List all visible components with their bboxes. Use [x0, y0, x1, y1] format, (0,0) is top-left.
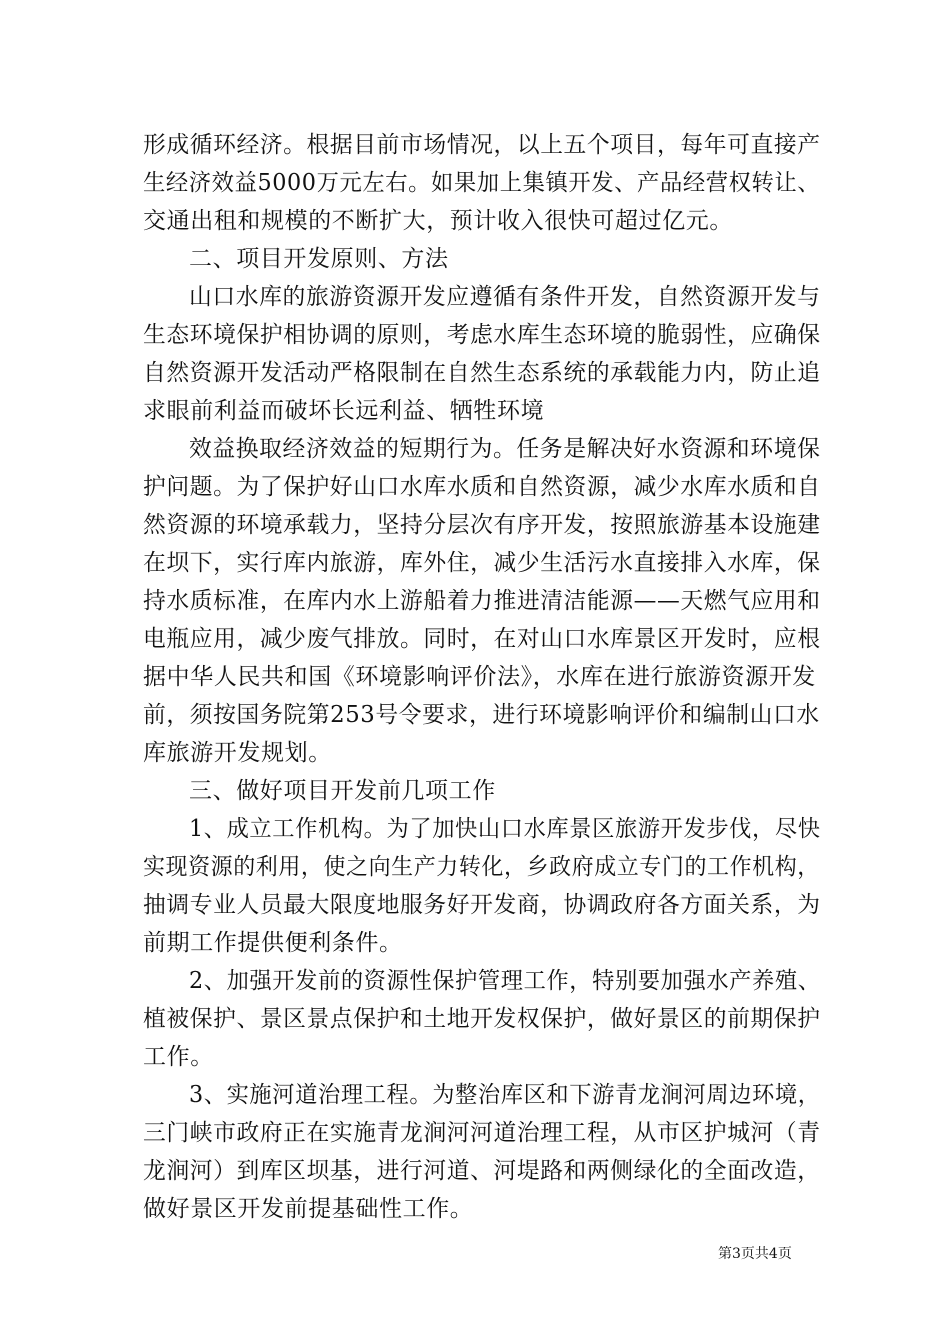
text-line: 实现资源的利用，使之向生产力转化，乡政府成立专门的工作机构，: [143, 854, 820, 880]
text-line: 库旅游开发规划。: [143, 740, 332, 766]
text-line: 植被保护、景区景点保护和土地开发权保护，做好景区的前期保护: [143, 1006, 821, 1032]
text-line: 做好景区开发前提基础性工作。: [143, 1196, 474, 1222]
text-line: 交通出租和规模的不断扩大，预计收入很快可超过亿元。: [143, 208, 733, 234]
text-line: 抽调专业人员最大限度地服务好开发商，协调政府各方面关系，为: [143, 892, 821, 918]
text-line: 据中华人民共和国《环境影响评价法》，水库在进行旅游资源开发: [143, 664, 816, 690]
text-line: 山口水库的旅游资源开发应遵循有条件开发，自然资源开发与: [189, 284, 821, 310]
text-line: 持水质标准，在库内水上游船着力推进清洁能源——天燃气应用和: [143, 588, 821, 614]
text-line: 1、成立工作机构。为了加快山口水库景区旅游开发步伐，尽快: [189, 816, 821, 842]
text-line: 效益换取经济效益的短期行为。任务是解决好水资源和环境保: [189, 436, 821, 462]
text-line: 3、实施河道治理工程。为整治库区和下游青龙涧河周边环境，: [189, 1082, 821, 1108]
text-line: 形成循环经济。根据目前市场情况，以上五个项目，每年可直接产: [143, 132, 821, 158]
text-line: 护问题。为了保护好山口水库水质和自然资源，减少水库水质和自: [143, 474, 821, 500]
text-line: 自然资源开发活动严格限制在自然生态系统的承载能力内，防止追: [143, 360, 821, 386]
text-line: 2、加强开发前的资源性保护管理工作，特别要加强水产养殖、: [189, 968, 821, 994]
text-line: 前，须按国务院第253号令要求，进行环境影响评价和编制山口水: [143, 702, 820, 728]
page-footer: 第3页共4页: [718, 1246, 792, 1262]
text-line: 生经济效益5000万元左右。如果加上集镇开发、产品经营权转让、: [143, 170, 821, 196]
section-heading: 三、做好项目开发前几项工作: [189, 778, 496, 804]
text-line: 求眼前利益而破坏长远利益、牺牲环境: [143, 398, 545, 424]
text-line: 龙涧河）到库区坝基，进行河道、河堤路和两侧绿化的全面改造，: [143, 1158, 821, 1184]
text-line: 在坝下，实行库内旅游，库外住，减少生活污水直接排入水库，保: [143, 550, 821, 576]
text-line: 电瓶应用，减少废气排放。同时，在对山口水库景区开发时，应根: [143, 626, 821, 652]
text-line: 三门峡市政府正在实施青龙涧河河道治理工程，从市区护城河（青: [143, 1120, 821, 1146]
text-line: 生态环境保护相协调的原则，考虑水库生态环境的脆弱性，应确保: [143, 322, 821, 348]
section-heading: 二、项目开发原则、方法: [189, 246, 449, 272]
text-line: 前期工作提供便利条件。: [143, 930, 403, 956]
text-line: 然资源的环境承载力，坚持分层次有序开发，按照旅游基本设施建: [143, 512, 821, 538]
text-line: 工作。: [143, 1044, 214, 1070]
